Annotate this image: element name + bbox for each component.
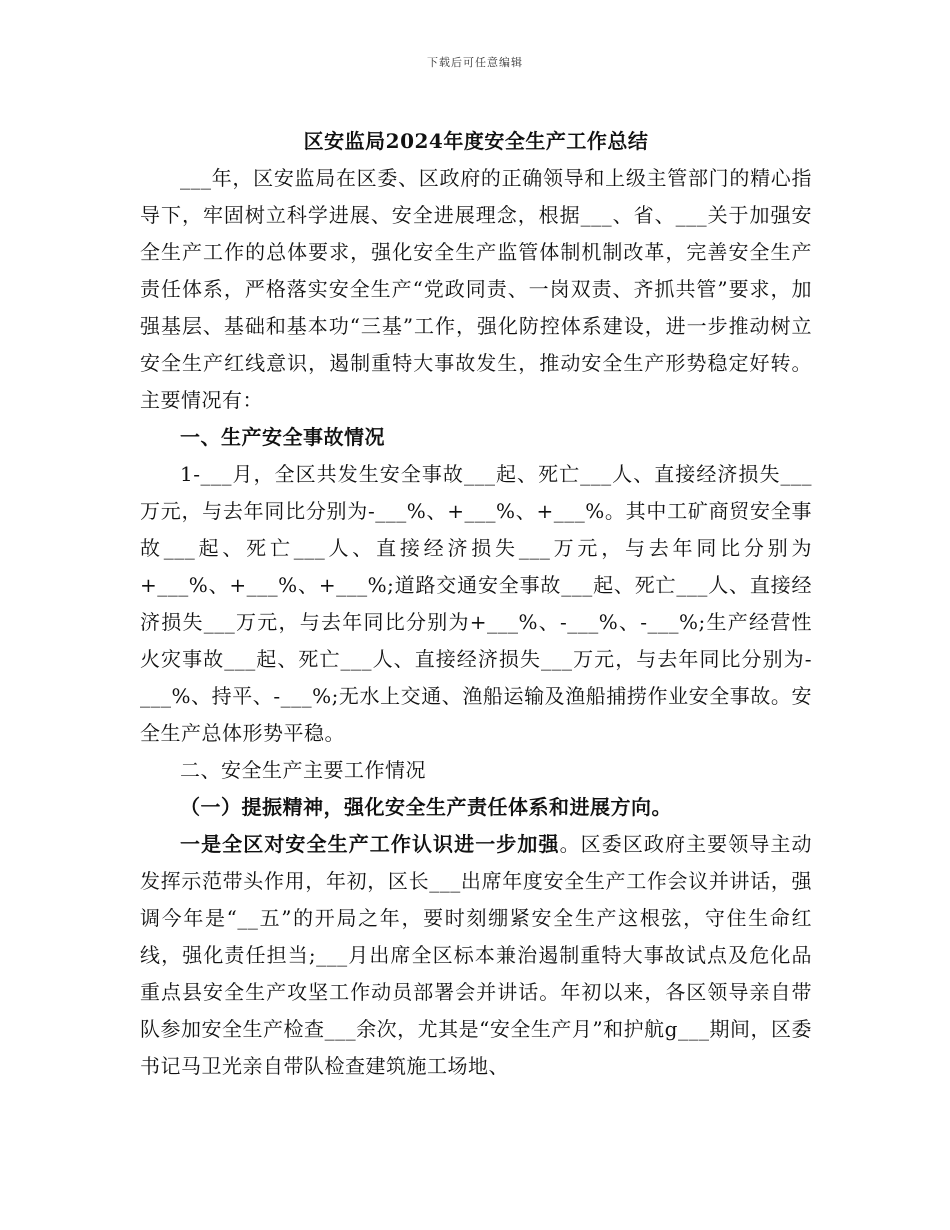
header-note: 下载后可任意编辑	[427, 56, 523, 69]
point-1-paragraph	[140, 826, 812, 1085]
section-2-heading: 二、安全生产主要工作情况	[180, 758, 426, 782]
section-1-heading: 一、生产安全事故情况	[180, 425, 385, 449]
intro-paragraph: ___年，区安监局在区委、区政府的正确领导和上级主管部门的精心指导下，牢固树立科学进展、安全进展理念，根据___、省、___关于加强安全生产工作的总体要求，强化安全生产监管体制机制改革，完善安全生产责任体系，严格落实安全生产“党政同责、一岗双责、齐抓共管”要求，加强基层、基础和基本功“三基”工作，强化防控体系建设，进一步推动树立安全生产红线意识，遏制重特大事故发生，推动安全生产形势稳定好转。主要情况有：	[140, 166, 812, 412]
section-1-body: 1-___月，全区共发生安全事故___起、死亡___人、直接经济损失___万元，与去年同比分别为-___%、+___%、+___%。其中工矿商贸安全事故___起、死亡___人、直接经济损失___万元，与去年同比分别为+___%、+___%、+___%;道路交通安全事故___起、死亡___人、直接经济损失___万元，与去年同比分别为+___%、-___%、-___%;生产经营性火灾事故___起、死亡___人、直接经济损失___万元，与去年同比分别为-___%、持平、-___%;无水上交通、渔船运输及渔船捕捞作业安全事故。安全生产总体形势平稳。	[140, 462, 812, 745]
document-title: 区安监局2024年度安全生产工作总结	[303, 129, 649, 153]
subsection-1-heading: （一）提振精神，强化安全生产责任体系和进展方向。	[180, 795, 672, 819]
point-1-body: 。区委区政府主要领导主动发挥示范带头作用，年初，区长___出席年度安全生产工作会议并讲话，强调今年是“__五”的开局之年，要时刻绷紧安全生产这根弦，守住生命红线，强化责任担当;___月出席全区标本兼治遏制重特大事故试点及危化品重点县安全生产攻坚工作动员部署会并讲话。年初以来，各区领导亲自带队参加安全生产检查___余次，尤其是“安全生产月”和护航g___期间，区委书记马卫光亲自带队检查建筑施工场地、	[140, 832, 813, 1078]
point-1-lead: 一是全区对安全生产工作认识进一步加强	[180, 832, 560, 856]
document-body	[140, 124, 812, 1085]
